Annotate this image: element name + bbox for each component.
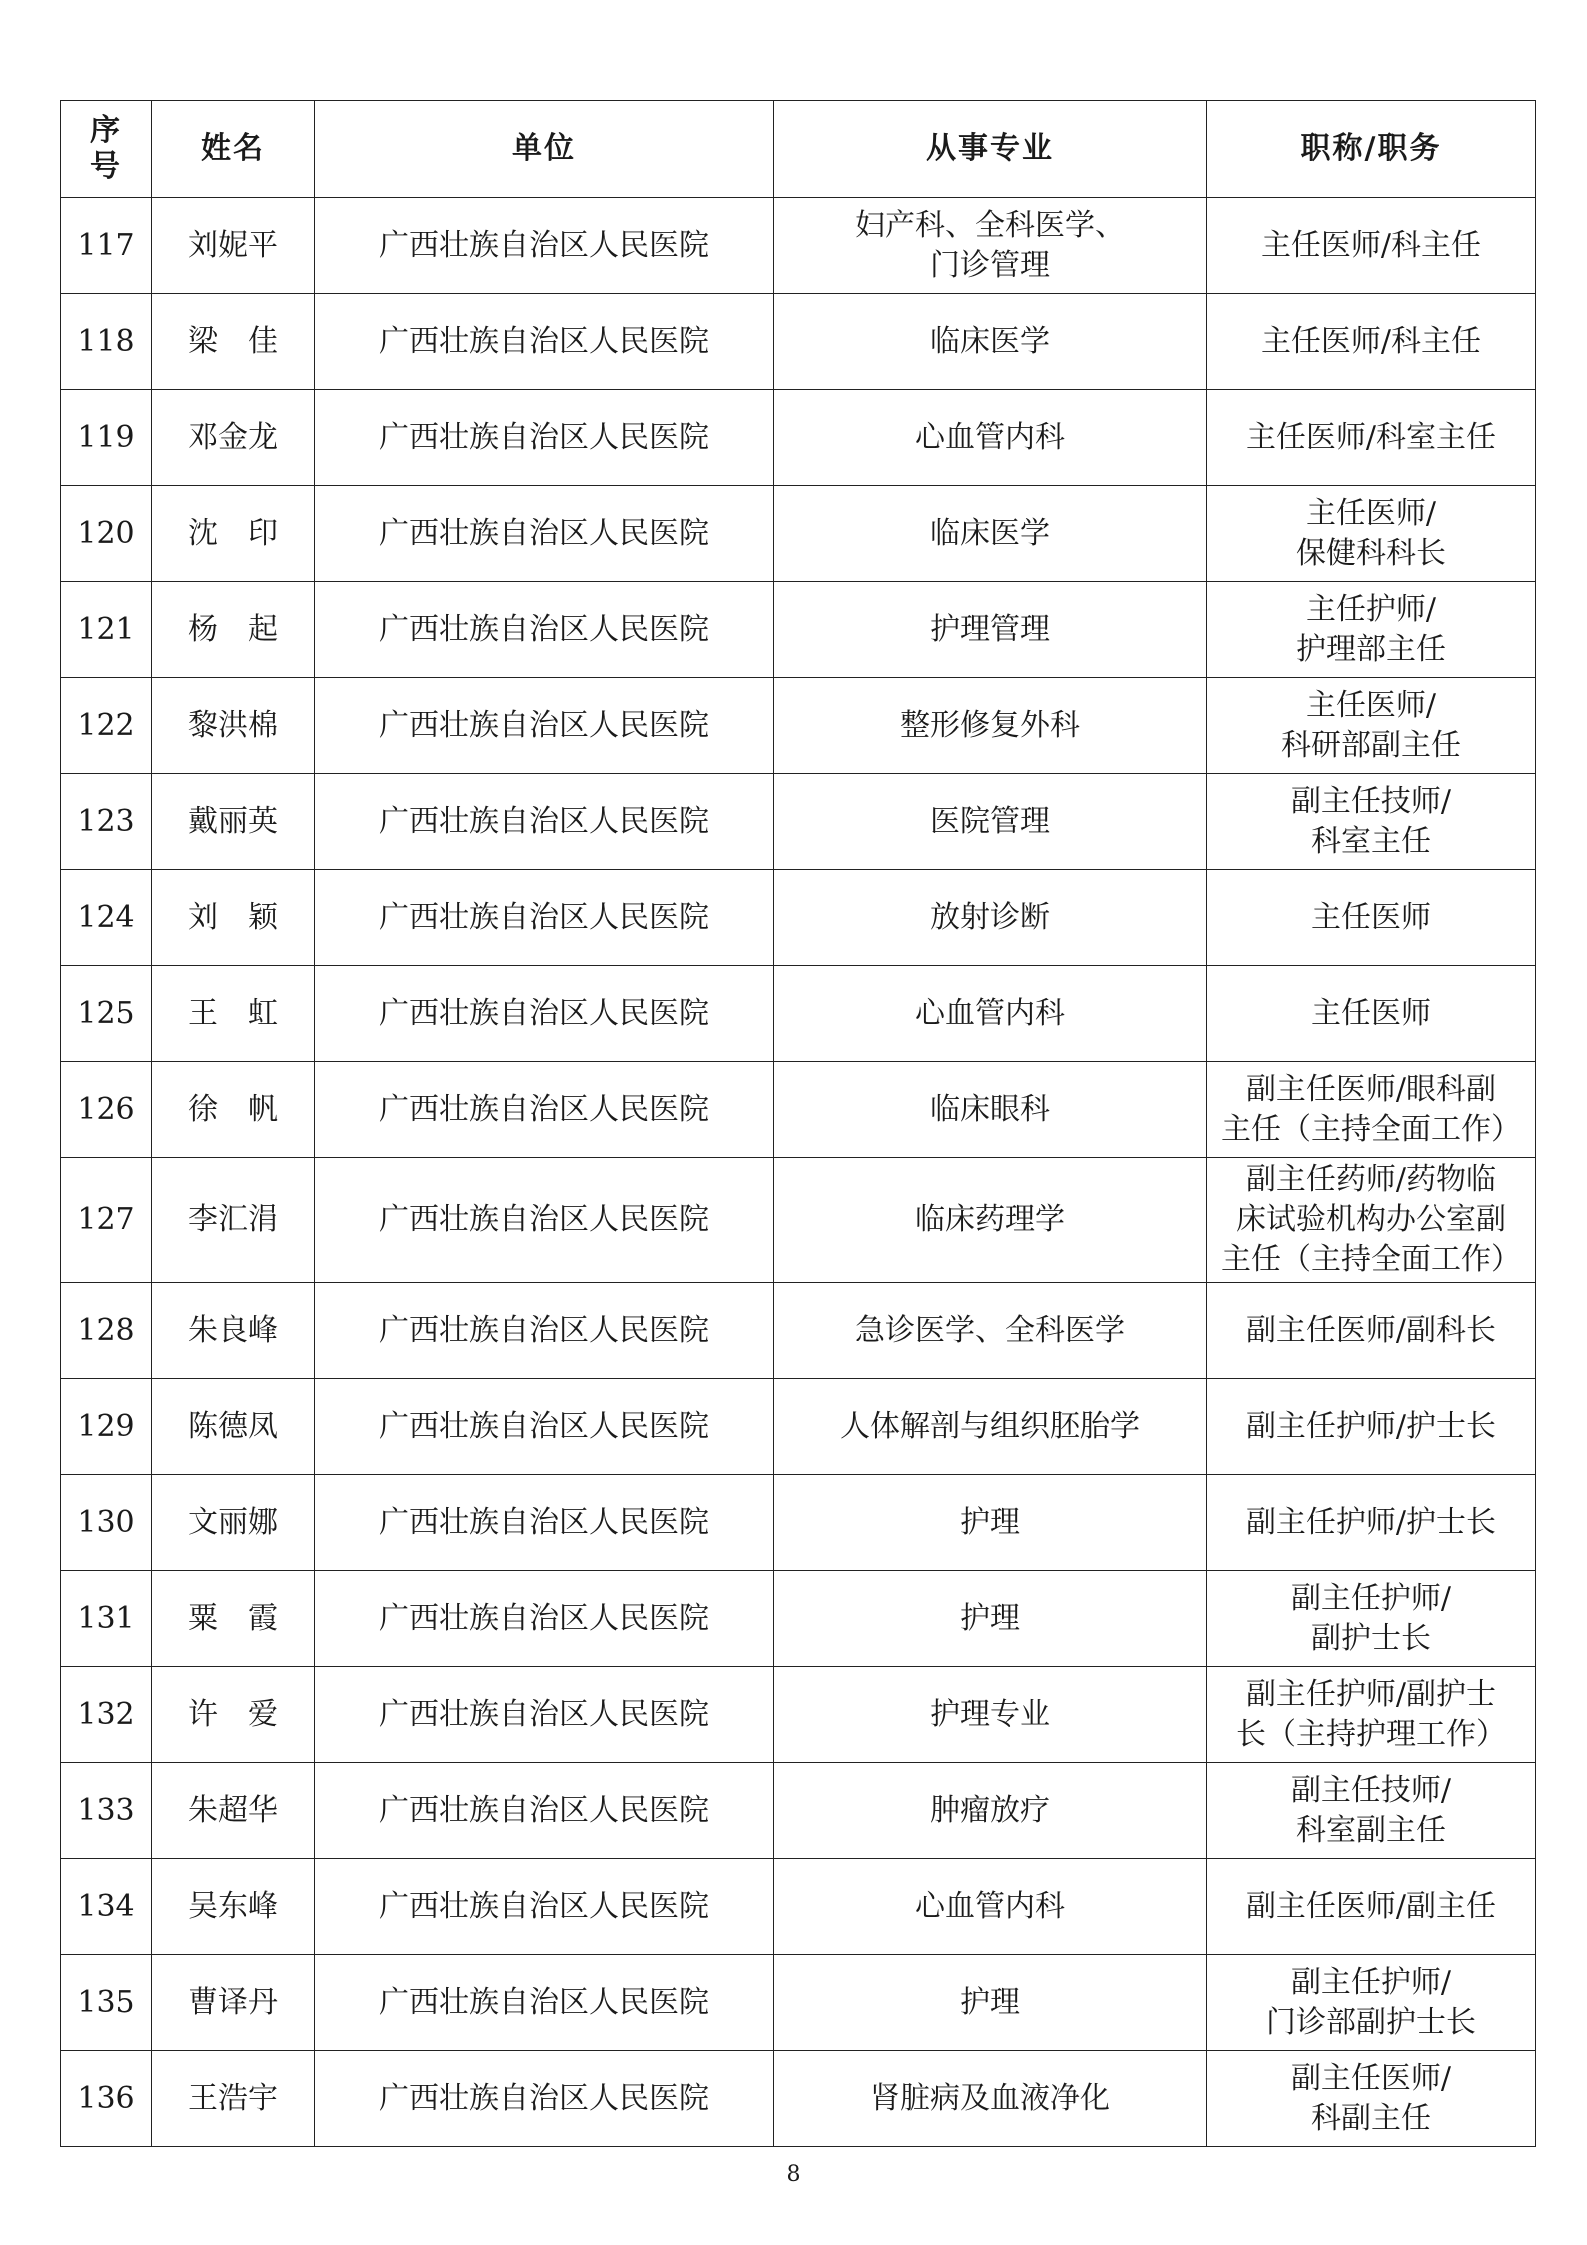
- cell-major: 肿瘤放疗: [774, 1763, 1207, 1859]
- cell-name: 刘妮平: [152, 198, 315, 294]
- cell-unit: 广西壮族自治区人民医院: [315, 582, 774, 678]
- cell-name: 王浩宇: [152, 2051, 315, 2147]
- cell-title: 副主任技师/ 科室副主任: [1207, 1763, 1536, 1859]
- cell-major: 临床医学: [774, 294, 1207, 390]
- table-row: [61, 582, 1536, 678]
- cell-title: 主任医师/ 科研部副主任: [1207, 678, 1536, 774]
- cell-index: 126: [61, 1062, 152, 1158]
- roster-table: [60, 100, 1536, 2147]
- cell-index: 118: [61, 294, 152, 390]
- cell-unit: 广西壮族自治区人民医院: [315, 390, 774, 486]
- table-row: [61, 486, 1536, 582]
- cell-index: 117: [61, 198, 152, 294]
- cell-major: 医院管理: [774, 774, 1207, 870]
- cell-name: 刘 颖: [152, 870, 315, 966]
- cell-unit: 广西壮族自治区人民医院: [315, 870, 774, 966]
- cell-title: 副主任护师/ 门诊部副护士长: [1207, 1955, 1536, 2051]
- cell-index: 136: [61, 2051, 152, 2147]
- table-row: [61, 774, 1536, 870]
- table-row: [61, 678, 1536, 774]
- page-number: 8: [786, 2162, 801, 2187]
- cell-unit: 广西壮族自治区人民医院: [315, 198, 774, 294]
- cell-major: 肾脏病及血液净化: [774, 2051, 1207, 2147]
- table-row: [61, 1158, 1536, 1283]
- cell-unit: 广西壮族自治区人民医院: [315, 1955, 774, 2051]
- cell-unit: 广西壮族自治区人民医院: [315, 1571, 774, 1667]
- cell-title: 副主任护师/护士长: [1207, 1475, 1536, 1571]
- table-row: [61, 294, 1536, 390]
- table-row: [61, 1571, 1536, 1667]
- cell-unit: 广西壮族自治区人民医院: [315, 966, 774, 1062]
- cell-index: 128: [61, 1283, 152, 1379]
- cell-title: 主任护师/ 护理部主任: [1207, 582, 1536, 678]
- cell-major: 放射诊断: [774, 870, 1207, 966]
- cell-unit: 广西壮族自治区人民医院: [315, 1667, 774, 1763]
- cell-unit: 广西壮族自治区人民医院: [315, 486, 774, 582]
- table-row: [61, 390, 1536, 486]
- cell-name: 朱超华: [152, 1763, 315, 1859]
- cell-index: 135: [61, 1955, 152, 2051]
- cell-major: 人体解剖与组织胚胎学: [774, 1379, 1207, 1475]
- cell-name: 戴丽英: [152, 774, 315, 870]
- cell-index: 127: [61, 1158, 152, 1283]
- cell-name: 邓金龙: [152, 390, 315, 486]
- cell-major: 护理: [774, 1571, 1207, 1667]
- cell-major: 临床药理学: [774, 1158, 1207, 1283]
- cell-name: 文丽娜: [152, 1475, 315, 1571]
- cell-unit: 广西壮族自治区人民医院: [315, 1283, 774, 1379]
- table-row: [61, 870, 1536, 966]
- cell-major: 临床眼科: [774, 1062, 1207, 1158]
- cell-index: 130: [61, 1475, 152, 1571]
- header-index: 序 号: [61, 101, 152, 198]
- table-row: [61, 2051, 1536, 2147]
- cell-title: 副主任护师/护士长: [1207, 1379, 1536, 1475]
- cell-title: 主任医师/科主任: [1207, 198, 1536, 294]
- table-row: [61, 1859, 1536, 1955]
- cell-unit: 广西壮族自治区人民医院: [315, 1062, 774, 1158]
- table-row: [61, 1667, 1536, 1763]
- cell-major: 护理专业: [774, 1667, 1207, 1763]
- cell-index: 133: [61, 1763, 152, 1859]
- cell-index: 122: [61, 678, 152, 774]
- cell-unit: 广西壮族自治区人民医院: [315, 1475, 774, 1571]
- cell-title: 副主任医师/副主任: [1207, 1859, 1536, 1955]
- cell-title: 副主任技师/ 科室主任: [1207, 774, 1536, 870]
- cell-title: 主任医师/科室主任: [1207, 390, 1536, 486]
- cell-title: 主任医师/ 保健科科长: [1207, 486, 1536, 582]
- cell-index: 123: [61, 774, 152, 870]
- cell-title: 主任医师: [1207, 870, 1536, 966]
- table-row: [61, 1283, 1536, 1379]
- cell-major: 妇产科、全科医学、 门诊管理: [774, 198, 1207, 294]
- cell-name: 王 虹: [152, 966, 315, 1062]
- cell-name: 曹译丹: [152, 1955, 315, 2051]
- header-title: 职称/职务: [1207, 101, 1536, 198]
- cell-name: 陈德凤: [152, 1379, 315, 1475]
- cell-major: 临床医学: [774, 486, 1207, 582]
- cell-title: 副主任护师/ 副护士长: [1207, 1571, 1536, 1667]
- cell-name: 黎洪棉: [152, 678, 315, 774]
- header-unit: 单位: [315, 101, 774, 198]
- cell-unit: 广西壮族自治区人民医院: [315, 1859, 774, 1955]
- header-row: [61, 101, 1536, 198]
- cell-major: 护理管理: [774, 582, 1207, 678]
- cell-unit: 广西壮族自治区人民医院: [315, 1379, 774, 1475]
- cell-major: 心血管内科: [774, 966, 1207, 1062]
- table-row: [61, 1763, 1536, 1859]
- cell-title: 主任医师: [1207, 966, 1536, 1062]
- header-major: 从事专业: [774, 101, 1207, 198]
- cell-major: 心血管内科: [774, 1859, 1207, 1955]
- cell-index: 125: [61, 966, 152, 1062]
- cell-name: 许 爱: [152, 1667, 315, 1763]
- table-header: [61, 101, 1536, 198]
- cell-index: 131: [61, 1571, 152, 1667]
- cell-title: 副主任医师/眼科副 主任（主持全面工作）: [1207, 1062, 1536, 1158]
- cell-unit: 广西壮族自治区人民医院: [315, 2051, 774, 2147]
- cell-major: 护理: [774, 1955, 1207, 2051]
- table-row: [61, 966, 1536, 1062]
- cell-name: 李汇涓: [152, 1158, 315, 1283]
- cell-name: 朱良峰: [152, 1283, 315, 1379]
- cell-title: 副主任药师/药物临 床试验机构办公室副 主任（主持全面工作）: [1207, 1158, 1536, 1283]
- cell-major: 心血管内科: [774, 390, 1207, 486]
- cell-name: 粟 霞: [152, 1571, 315, 1667]
- cell-unit: 广西壮族自治区人民医院: [315, 678, 774, 774]
- cell-title: 副主任护师/副护士 长（主持护理工作）: [1207, 1667, 1536, 1763]
- cell-major: 急诊医学、全科医学: [774, 1283, 1207, 1379]
- cell-index: 132: [61, 1667, 152, 1763]
- cell-name: 徐 帆: [152, 1062, 315, 1158]
- table-body: [61, 198, 1536, 2147]
- table-row: [61, 1379, 1536, 1475]
- cell-name: 沈 印: [152, 486, 315, 582]
- cell-index: 129: [61, 1379, 152, 1475]
- cell-index: 119: [61, 390, 152, 486]
- cell-name: 梁 佳: [152, 294, 315, 390]
- cell-unit: 广西壮族自治区人民医院: [315, 1763, 774, 1859]
- cell-title: 副主任医师/ 科副主任: [1207, 2051, 1536, 2147]
- table-row: [61, 1062, 1536, 1158]
- cell-name: 杨 起: [152, 582, 315, 678]
- cell-index: 124: [61, 870, 152, 966]
- cell-index: 134: [61, 1859, 152, 1955]
- cell-index: 120: [61, 486, 152, 582]
- table-row: [61, 198, 1536, 294]
- cell-major: 护理: [774, 1475, 1207, 1571]
- cell-major: 整形修复外科: [774, 678, 1207, 774]
- cell-title: 副主任医师/副科长: [1207, 1283, 1536, 1379]
- cell-name: 吴东峰: [152, 1859, 315, 1955]
- header-name: 姓名: [152, 101, 315, 198]
- cell-unit: 广西壮族自治区人民医院: [315, 294, 774, 390]
- cell-unit: 广西壮族自治区人民医院: [315, 774, 774, 870]
- cell-title: 主任医师/科主任: [1207, 294, 1536, 390]
- cell-index: 121: [61, 582, 152, 678]
- cell-unit: 广西壮族自治区人民医院: [315, 1158, 774, 1283]
- table-row: [61, 1475, 1536, 1571]
- table-row: [61, 1955, 1536, 2051]
